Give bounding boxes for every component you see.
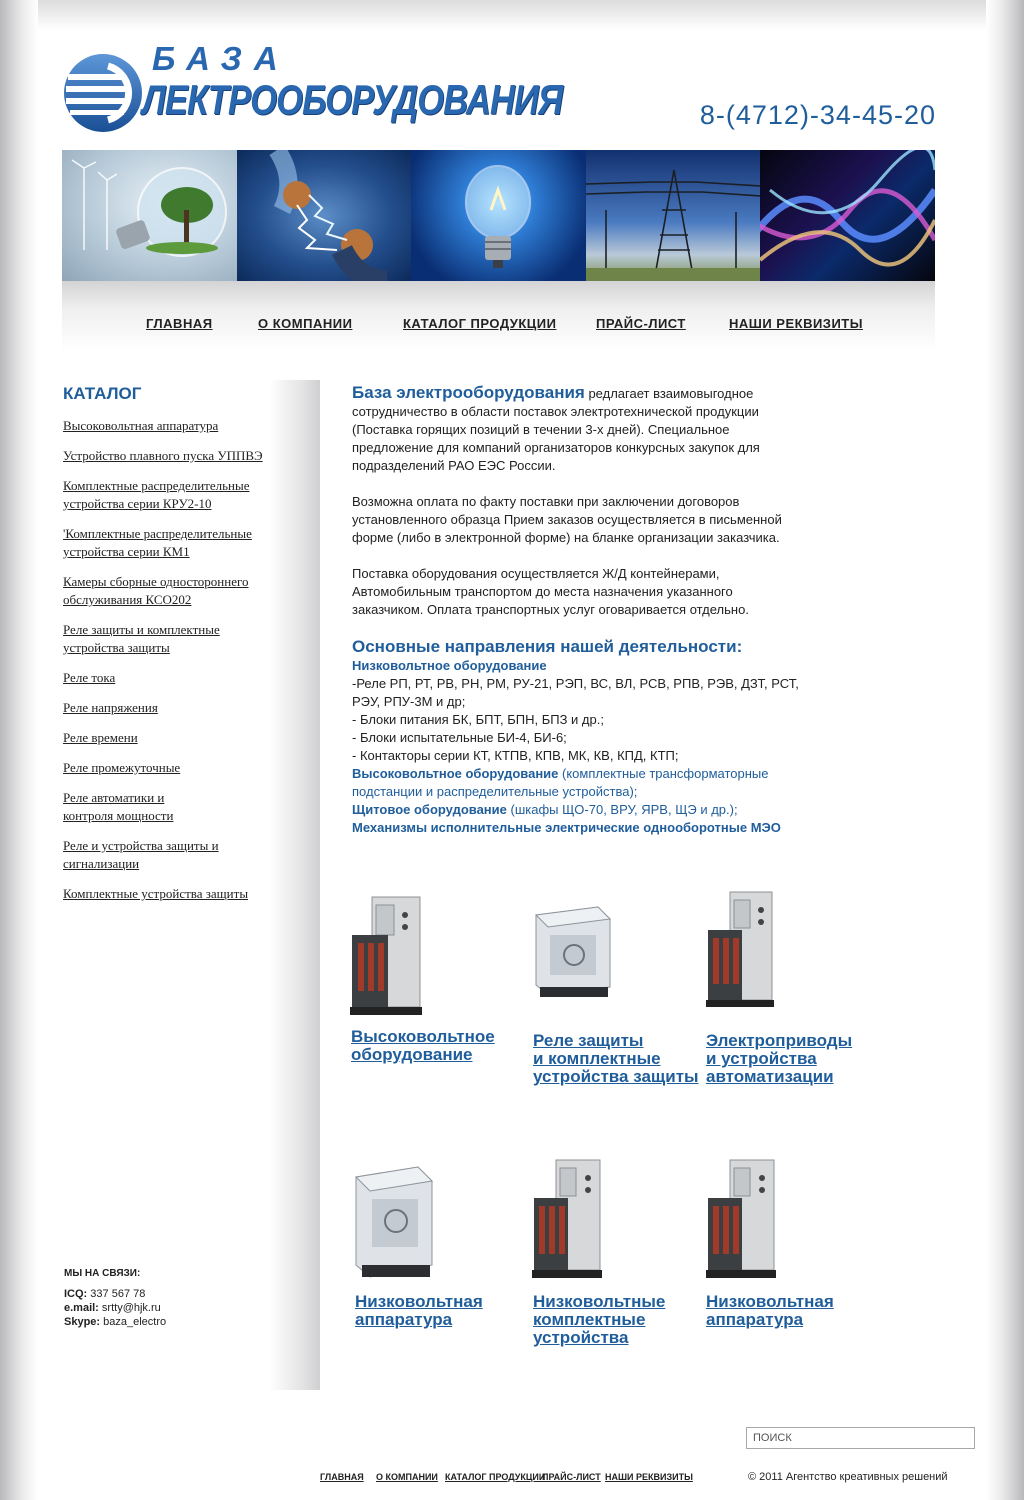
contacts-title: МЫ НА СВЯЗИ:	[64, 1268, 141, 1279]
footer-nav-home[interactable]: ГЛАВНАЯ	[320, 1472, 364, 1482]
logo-top-text: БАЗА	[152, 40, 290, 77]
relay-device-icon[interactable]	[530, 905, 612, 1000]
mechanisms-line: Механизмы исполнительные электрические однооборотные МЭО	[352, 820, 781, 835]
site-logo[interactable]	[62, 40, 582, 135]
sidebar-item-kso202[interactable]: Камеры сборные одностороннего обслуживания КСО202	[63, 574, 249, 607]
banner-electric-arc-image	[237, 150, 412, 281]
high-voltage-line: Высоковольтное оборудование (комплектные трансформаторные подстанции и распределительные устройства);	[352, 766, 769, 799]
sidebar-item-high-voltage[interactable]: Высоковольтная аппаратура	[63, 418, 219, 433]
sidebar-item-time-relays[interactable]: Реле времени	[63, 730, 138, 745]
switchgear-cabinet-icon[interactable]	[532, 1158, 604, 1280]
banner-light-waves-image	[760, 150, 935, 281]
sidebar-item-protection-devices[interactable]: Комплектные устройства защиты	[63, 886, 249, 901]
delivery-paragraph: Поставка оборудования осуществляется Ж/Д контейнерами, Автомобильным транспортом до места назначения указанного заказчиком. Оплата транспортных услуг оговаривается отдельно.	[352, 566, 749, 617]
low-voltage-line: - Блоки испытательные БИ-4, БИ-6;	[352, 730, 567, 745]
low-voltage-line: - Контакторы серии КТ, КТПВ, КПВ, МК, КВ, КПД, КТП;	[352, 748, 679, 763]
banner-lightbulb-tree-image	[62, 150, 237, 281]
product-link-low-voltage-complete[interactable]: Низковольтные комплектные устройства	[533, 1292, 666, 1347]
sidebar-item-protection-relays[interactable]: Реле защиты и комплектные устройства защиты	[63, 622, 220, 655]
product-link-high-voltage[interactable]: Высоковольтное оборудование	[351, 1027, 495, 1064]
product-link-protection-relays[interactable]: Реле защиты и комплектные устройства защиты	[533, 1031, 699, 1086]
contacts-block	[64, 1267, 166, 1329]
logo-emblem-icon	[62, 52, 144, 134]
logo-main-text: ЛЕКТРООБОРУДОВАНИЯ	[142, 76, 563, 123]
nav-requisites[interactable]: НАШИ РЕКВИЗИТЫ	[729, 316, 863, 331]
nav-home[interactable]: ГЛАВНАЯ	[146, 316, 213, 331]
nav-catalog[interactable]: КАТАЛОГ ПРОДУКЦИИ	[403, 316, 557, 331]
nav-about[interactable]: О КОМПАНИИ	[258, 316, 353, 331]
switchgear-cabinet-icon[interactable]	[350, 895, 425, 1017]
footer-nav-catalog[interactable]: КАТАЛОГ ПРОДУКЦИИ	[445, 1472, 546, 1482]
product-link-low-voltage-apparatus-2[interactable]: Низковольтная аппаратура	[706, 1292, 834, 1329]
page-frame-left	[0, 0, 38, 1500]
switchgear-cabinet-icon[interactable]	[706, 1158, 778, 1280]
contacts-icq: ICQ: 337 567 78	[64, 1288, 146, 1300]
low-voltage-line: -Реле РП, РТ, РВ, РН, РМ, РУ-21, РЭП, ВС, ВЛ, РСВ, РПВ, РЭВ, ДЗТ, РСТ, РЭУ, РПУ-3М и др;	[352, 676, 799, 709]
copyright: © 2011 Агентство креативных решений	[748, 1471, 948, 1483]
main-content	[352, 384, 802, 837]
phone-number: 8-(4712)-34-45-20	[699, 100, 936, 130]
page-frame-right	[986, 0, 1024, 1500]
page-frame-top	[0, 0, 1024, 30]
relay-device-icon[interactable]	[352, 1165, 434, 1283]
contacts-email[interactable]: e.mail: srtty@hjk.ru	[64, 1302, 161, 1314]
product-link-low-voltage-apparatus[interactable]: Низковольтная аппаратура	[355, 1292, 483, 1329]
sidebar-item-current-relays[interactable]: Реле тока	[63, 670, 116, 685]
contacts-skype: Skype: baza_electro	[64, 1316, 167, 1328]
sidebar-item-intermediate-relays[interactable]: Реле промежуточные	[63, 760, 181, 775]
sidebar-item-soft-start[interactable]: Устройство плавного пуска УППВЭ	[63, 448, 263, 463]
banner-lightbulb-image	[411, 150, 586, 281]
directions-title: Основные направления нашей деятельности:	[352, 637, 743, 656]
sidebar-item-km1[interactable]: 'Комплектные распределительные устройства серии КМ1	[63, 526, 252, 559]
catalog-heading: КАТАЛОГ	[63, 384, 142, 403]
low-voltage-title: Низковольтное оборудование	[352, 658, 547, 673]
footer-nav-price-list[interactable]: ПРАЙС-ЛИСТ	[542, 1472, 601, 1482]
intro-paragraph: База электрооборудования редлагает взаимовыгодное сотрудничество в области поставок электротехнической продукции (Поставка горящих позиций в течении 3-х дней). Специальное предложение для компаний организаторов конкурсных закупок для подразделений РАО ЕЭС России.	[352, 383, 760, 473]
switchboard-line: Щитовое оборудование (шкафы ЩО-70, ВРУ, ЯРВ, ЩЭ и др.);	[352, 802, 738, 817]
sidebar-item-automation-relays[interactable]: Реле автоматики и контроля мощности	[63, 790, 174, 823]
product-link-electric-drives[interactable]: Электроприводы и устройства автоматизации	[706, 1031, 853, 1086]
payment-paragraph: Возможна оплата по факту поставки при заключении договоров установленного образца Прием заказов осуществляется в письменной форме (либо в электронной форме) на бланке организации заказчика.	[352, 494, 782, 545]
sidebar-item-signal-relays[interactable]: Реле и устройства защиты и сигнализации	[63, 838, 219, 871]
footer-nav-requisites[interactable]: НАШИ РЕКВИЗИТЫ	[605, 1472, 693, 1482]
header-banner	[62, 150, 935, 281]
switchgear-cabinet-icon[interactable]	[706, 890, 776, 1008]
footer-nav-about[interactable]: О КОМПАНИИ	[376, 1472, 438, 1482]
sidebar-item-voltage-relays[interactable]: Реле напряжения	[63, 700, 158, 715]
search-input[interactable]	[746, 1427, 975, 1449]
sidebar-item-kru2[interactable]: Комплектные распределительные устройства серии КРУ2-10	[63, 478, 250, 511]
intro-lead: База электрооборудования	[352, 383, 585, 402]
nav-price-list[interactable]: ПРАЙС-ЛИСТ	[596, 316, 686, 331]
banner-power-tower-image	[586, 150, 761, 281]
low-voltage-line: - Блоки питания БК, БПТ, БПН, БПЗ и др.;	[352, 712, 604, 727]
